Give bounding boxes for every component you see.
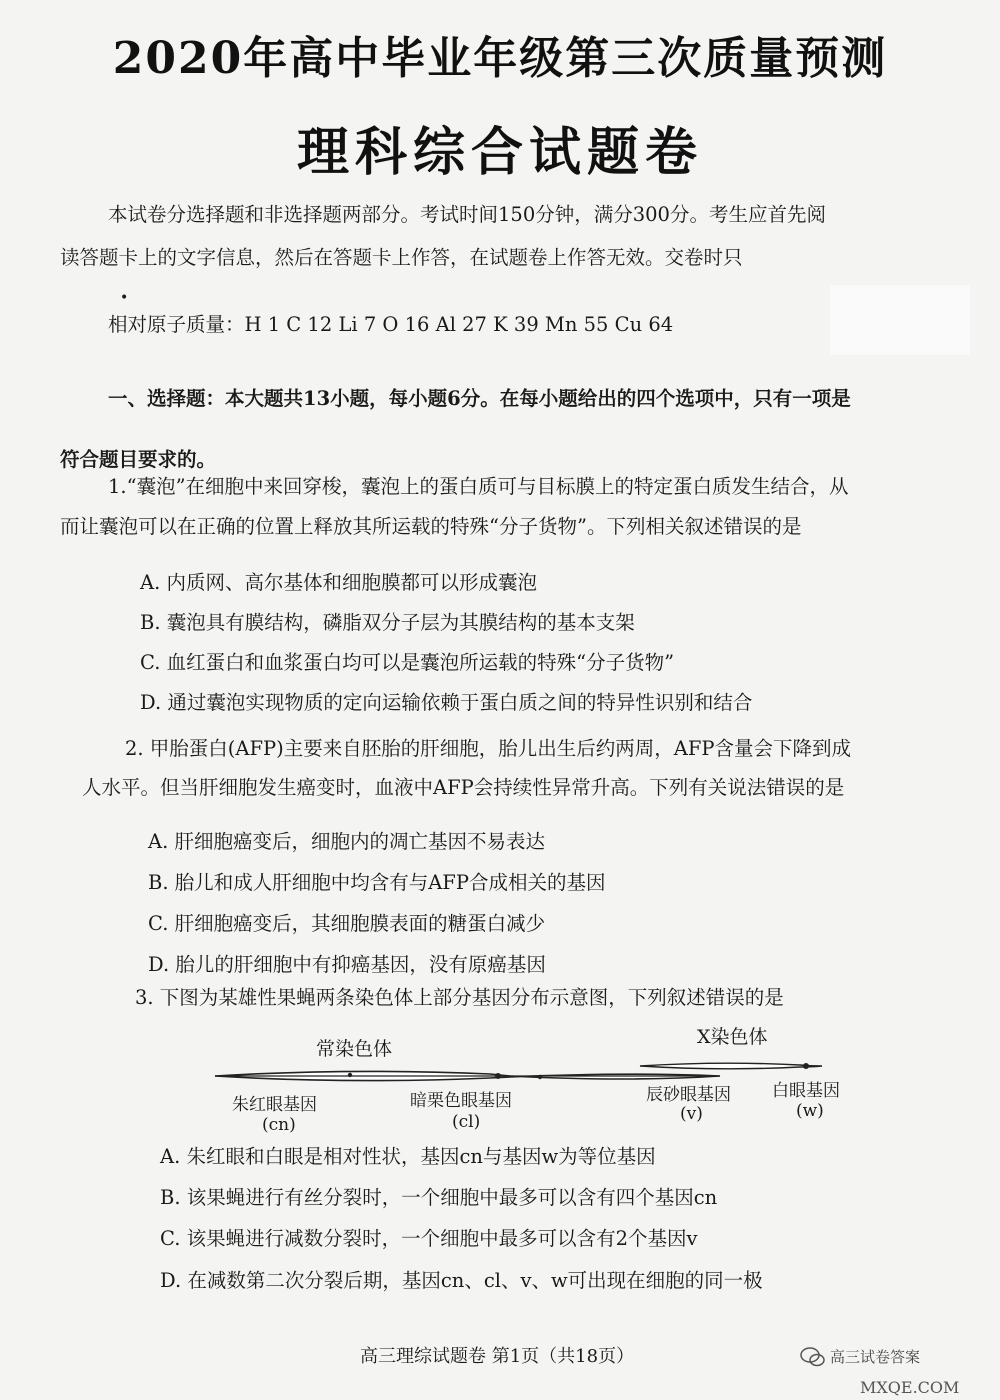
gene-v-name: 辰砂眼基因: [646, 1085, 731, 1105]
q2-option-a: A. 肝细胞癌变后，细胞内的凋亡基因不易表达: [148, 830, 545, 853]
q2-option-b: B. 胎儿和成人肝细胞中均含有与AFP合成相关的基因: [148, 871, 606, 894]
q3-option-c: C. 该果蝇进行减数分裂时，一个细胞中最多可以含有2个基因v: [160, 1227, 698, 1250]
atomic-masses: 相对原子质量：H 1 C 12 Li 7 O 16 Al 27 K 39 Mn 55 Cu 64: [108, 313, 674, 336]
chromosome-drawing: [200, 1062, 840, 1092]
exam-title-line2: 理科综合试题卷: [296, 122, 703, 183]
q2-option-c: C. 肝细胞癌变后，其细胞膜表面的糖蛋白减少: [148, 912, 546, 935]
exam-title-line1: 2020年高中毕业年级第三次质量预测: [112, 33, 888, 84]
q1-stem-line1: 1.“囊泡”在细胞中来回穿梭，囊泡上的蛋白质可与目标膜上的特定蛋白质发生结合，从: [108, 475, 849, 498]
q3-stem: 3. 下图为某雄性果蝇两条染色体上部分基因分布示意图，下列叙述错误的是: [135, 986, 784, 1009]
gene-v-symbol: (v): [680, 1104, 703, 1124]
q3-option-a: A. 朱红眼和白眼是相对性状，基因cn与基因w为等位基因: [160, 1145, 656, 1168]
x-centromere: [803, 1063, 809, 1069]
gene-cl-symbol: (cl): [452, 1112, 481, 1132]
gene-w-symbol: (w): [796, 1101, 824, 1121]
cn-locus-mark: [348, 1073, 352, 1077]
x-chromosome-title: X染色体: [697, 1026, 768, 1048]
q3-option-b: B. 该果蝇进行有丝分裂时，一个细胞中最多可以含有四个基因cn: [160, 1186, 718, 1209]
stray-dot: •: [120, 290, 129, 306]
wechat-icon: [800, 1346, 826, 1368]
q1-stem-line2: 而让囊泡可以在正确的位置上释放其所运载的特殊“分子货物”。下列相关叙述错误的是: [60, 515, 802, 538]
q1-option-a: A. 内质网、高尔基体和细胞膜都可以形成囊泡: [140, 571, 537, 594]
q2-stem-line2: 人水平。但当肝细胞发生癌变时，血液中AFP会持续性异常升高。下列有关说法错误的是: [82, 776, 845, 799]
q2-stem-line1: 2. 甲胎蛋白(AFP)主要来自胚胎的肝细胞，胎儿出生后约两周，AFP含量会下降到成: [125, 737, 851, 760]
x-chromosome-shape: [640, 1063, 822, 1069]
gene-w-name: 白眼基因: [772, 1081, 840, 1101]
autosome-shape: [215, 1071, 720, 1080]
q3-option-d: D. 在减数第二次分裂后期，基因cn、cl、v、w可出现在细胞的同一极: [160, 1269, 763, 1292]
autosome-centromere: [495, 1073, 501, 1079]
q1-option-d: D. 通过囊泡实现物质的定向运输依赖于蛋白质之间的特异性识别和结合: [140, 691, 753, 714]
gene-cn-name: 朱红眼基因: [232, 1095, 317, 1115]
blank-patch: [830, 285, 970, 355]
intro-line2: 读答题卡上的文字信息，然后在答题卡上作答，在试题卷上作答无效。交卷时只: [60, 246, 743, 269]
page-footer: 高三理综试题卷 第1页（共18页）: [360, 1346, 635, 1367]
gene-cn-symbol: (cn): [262, 1115, 296, 1135]
q1-option-c: C. 血红蛋白和血浆蛋白均可以是囊泡所运载的特殊“分子货物”: [140, 651, 675, 674]
intro-line1: 本试卷分选择题和非选择题两部分。考试时间150分钟，满分300分。考生应首先阅: [108, 203, 826, 226]
section1-heading: 一、选择题：本大题共13小题，每小题6分。在每小题给出的四个选项中，只有一项是: [108, 387, 851, 410]
q2-option-d: D. 胎儿的肝细胞中有抑癌基因，没有原癌基因: [148, 953, 546, 976]
cl-locus-mark: [538, 1075, 542, 1079]
gene-cl-name: 暗栗色眼基因: [410, 1091, 512, 1111]
watermark-account: 高三试卷答案: [830, 1348, 921, 1366]
autosome-title: 常染色体: [316, 1038, 393, 1060]
watermark-site: MXQE.COM: [860, 1378, 960, 1397]
q1-option-b: B. 囊泡具有膜结构，磷脂双分子层为其膜结构的基本支架: [140, 611, 635, 634]
section1-heading-cont: 符合题目要求的。: [60, 448, 217, 471]
